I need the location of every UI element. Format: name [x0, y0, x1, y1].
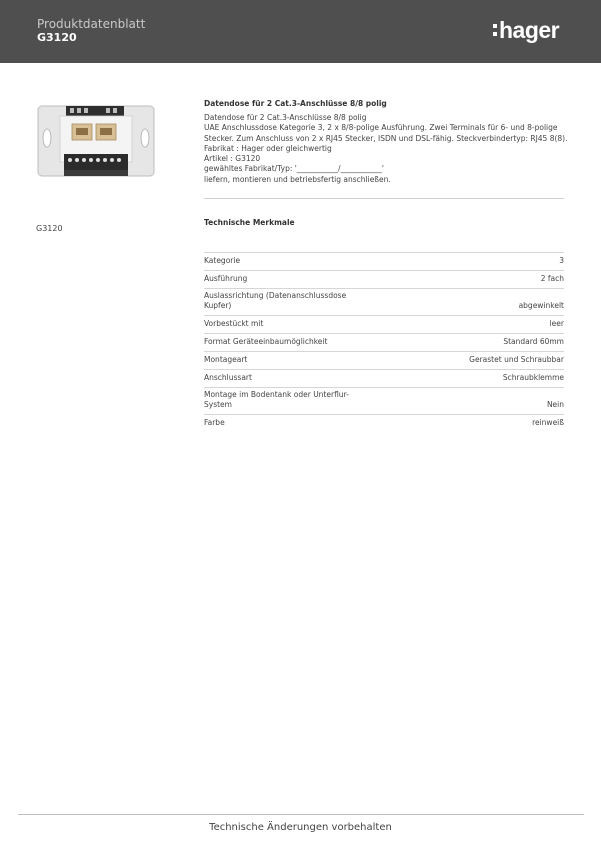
spec-value: 2 fach	[540, 274, 564, 283]
spec-value: Nein	[546, 400, 564, 409]
description-line: Fabrikat : Hager oder gleichwertig	[204, 143, 332, 153]
logo-colon-icon	[493, 22, 497, 38]
section-divider	[204, 198, 564, 199]
description-line: UAE Anschlussdose Kategorie 3, 2 x 8/8-polige Ausführung. Zwei Terminals für 6- und 8-polige	[204, 123, 558, 133]
description-line: gewähltes Fabrikat/Typ: '___________/___________'	[204, 164, 384, 174]
spec-row	[204, 351, 564, 369]
spec-key: Kategorie	[204, 256, 241, 265]
description-line: Artikel : G3120	[204, 154, 261, 164]
description-line: Datendose für 2 Cat.3-Anschlüsse 8/8 polig	[204, 113, 367, 122]
spec-value: leer	[549, 319, 564, 328]
spec-key: Auslassrichtung (Datenanschlussdose Kupfer)	[204, 291, 347, 310]
logo-text: hager	[499, 16, 560, 43]
spec-key: Anschlussart	[204, 373, 252, 382]
spec-value: Schraubklemme	[502, 373, 564, 382]
spec-key: Montage im Bodentank oder Unterflur- System	[204, 390, 349, 409]
footer-divider	[18, 814, 584, 815]
spec-row	[204, 414, 564, 432]
footer-note: Technische Änderungen vorbehalten	[209, 822, 392, 833]
spec-key: Farbe	[204, 418, 225, 427]
product-title: Datendose für 2 Cat.3-Anschlüsse 8/8 polig	[204, 99, 387, 108]
specs-table	[204, 252, 564, 432]
spec-row	[204, 288, 564, 315]
header-bar	[0, 0, 601, 63]
spec-row	[204, 369, 564, 387]
document-type: Produktdatenblatt	[37, 17, 146, 31]
hager-logo	[493, 15, 559, 45]
spec-value: Standard 60mm	[503, 337, 564, 346]
description-line: Stecker. Zum Anschluss von 2 x RJ45 Stecker, ISDN und DSL-fähig. Steckverbindertyp: RJ45 8(8).	[204, 133, 568, 143]
spec-row	[204, 315, 564, 333]
product-code-label: G3120	[36, 224, 63, 233]
spec-key: Ausführung	[204, 274, 248, 283]
specs-title: Technische Merkmale	[204, 218, 295, 227]
spec-value: 3	[559, 256, 564, 265]
spec-row	[204, 387, 564, 414]
description-line: liefern, montieren und betriebsfertig anschließen.	[204, 174, 391, 184]
spec-value: Gerastet und Schraubbar	[469, 355, 564, 364]
spec-key: Format Geräteeinbaumöglichkeit	[204, 337, 328, 346]
spec-row	[204, 270, 564, 288]
spec-row	[204, 333, 564, 351]
spec-value: reinweiß	[532, 418, 564, 427]
header-product-code: G3120	[37, 31, 77, 44]
spec-key: Vorbestückt mit	[204, 319, 264, 328]
data-socket-image	[36, 98, 156, 190]
spec-value: abgewinkelt	[518, 301, 564, 310]
spec-row	[204, 252, 564, 270]
spec-key: Montageart	[204, 355, 248, 364]
product-description	[204, 113, 566, 185]
